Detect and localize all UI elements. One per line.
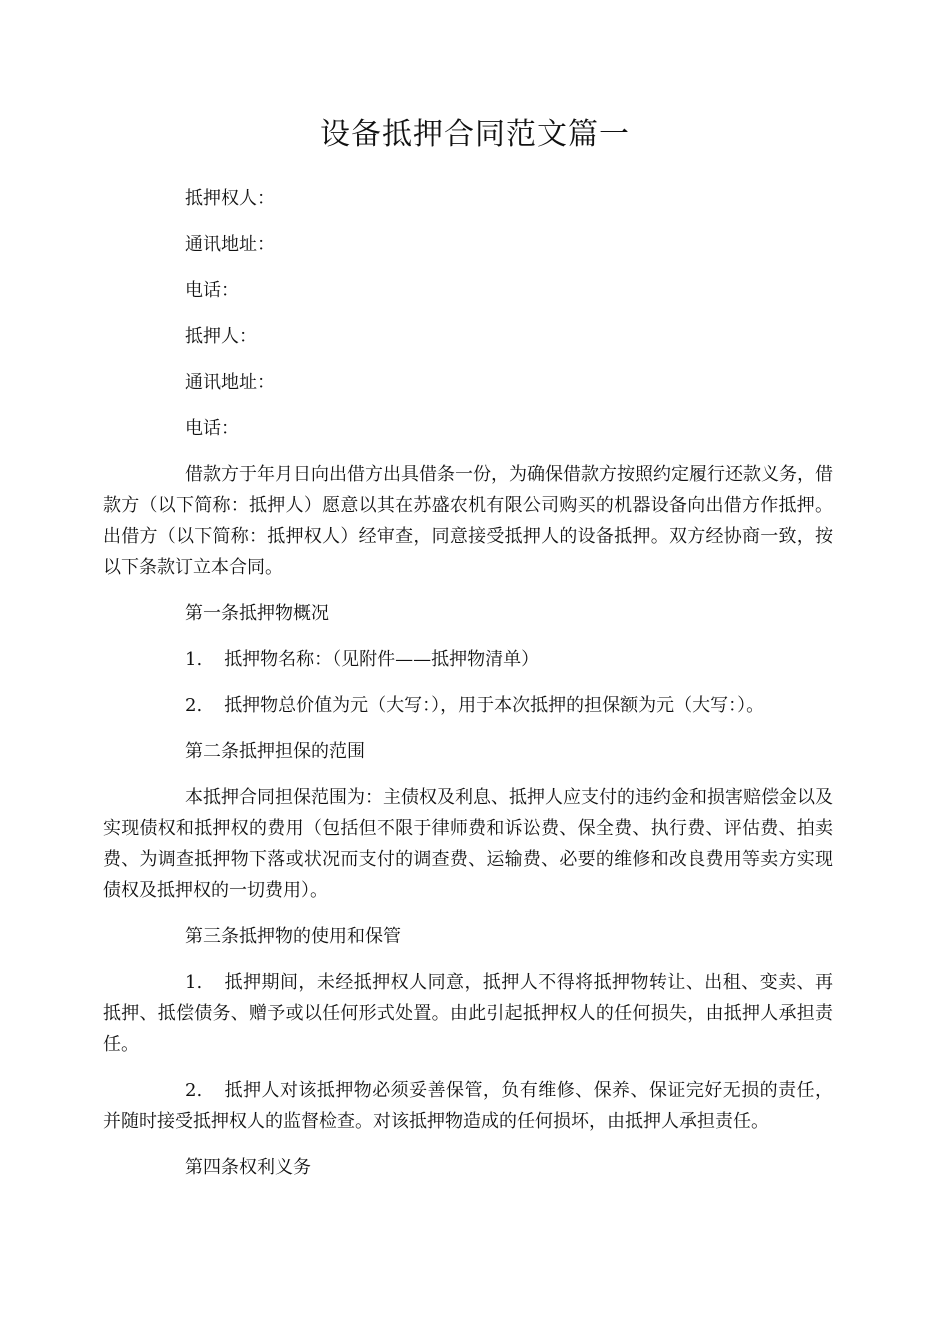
item-text: 抵押物名称：（见附件——抵押物清单） <box>224 649 540 670</box>
article-1-item-2 <box>103 690 833 721</box>
article-1-item-1 <box>103 644 833 675</box>
mortgagee-address-field: 通讯地址： <box>185 234 275 255</box>
mortgagor-phone-field: 电话： <box>185 418 239 439</box>
mortgagee-phone-field: 电话： <box>185 280 239 301</box>
mortgagor-field: 抵押人： <box>185 326 257 347</box>
item-number: 2. <box>185 695 203 716</box>
article-1-heading: 第一条抵押物概况 <box>185 603 329 624</box>
article-3-heading: 第三条抵押物的使用和保管 <box>185 926 401 947</box>
document-title: 设备抵押合同范文篇一 <box>320 117 630 152</box>
item-text: 抵押人对该抵押物必须妥善保管，负有维修、保养、保证完好无损的责任，并随时接受抵押权人的监督检查。对该抵押物造成的任何损坏，由抵押人承担责任。 <box>103 1080 833 1132</box>
mortgagor-address-field: 通讯地址： <box>185 372 275 393</box>
item-text: 抵押物总价值为元（大写：），用于本次抵押的担保额为元（大写：）。 <box>224 695 765 716</box>
item-number: 1. <box>185 649 203 670</box>
item-number: 1. <box>185 972 203 993</box>
item-number: 2. <box>185 1080 203 1101</box>
mortgagee-field: 抵押权人： <box>185 188 275 209</box>
article-3-item-1 <box>103 967 833 1060</box>
article-2-paragraph: 本抵押合同担保范围为：主债权及利息、抵押人应支付的违约金和损害赔偿金以及实现债权和抵押权的费用（包括但不限于律师费和诉讼费、保全费、执行费、评估费、拍卖费、为调查抵押物下落或状况而支付的调查费、运输费、必要的维修和改良费用等卖方实现债权及抵押权的一切费用）。 <box>103 787 833 901</box>
item-text: 抵押期间，未经抵押权人同意，抵押人不得将抵押物转让、出租、变卖、再抵押、抵偿债务、赠予或以任何形式处置。由此引起抵押权人的任何损失，由抵押人承担责任。 <box>103 972 833 1055</box>
document-body <box>103 183 833 1198</box>
intro-paragraph: 借款方于年月日向出借方出具借条一份，为确保借款方按照约定履行还款义务，借款方（以下简称：抵押人）愿意以其在苏盛农机有限公司购买的机器设备向出借方作抵押。出借方（以下简称：抵押权人）经审查，同意接受抵押人的设备抵押。双方经协商一致，按以下条款订立本合同。 <box>103 464 833 578</box>
article-3-item-2 <box>103 1075 833 1137</box>
article-4-heading: 第四条权利义务 <box>185 1157 311 1178</box>
article-2-heading: 第二条抵押担保的范围 <box>185 741 365 762</box>
